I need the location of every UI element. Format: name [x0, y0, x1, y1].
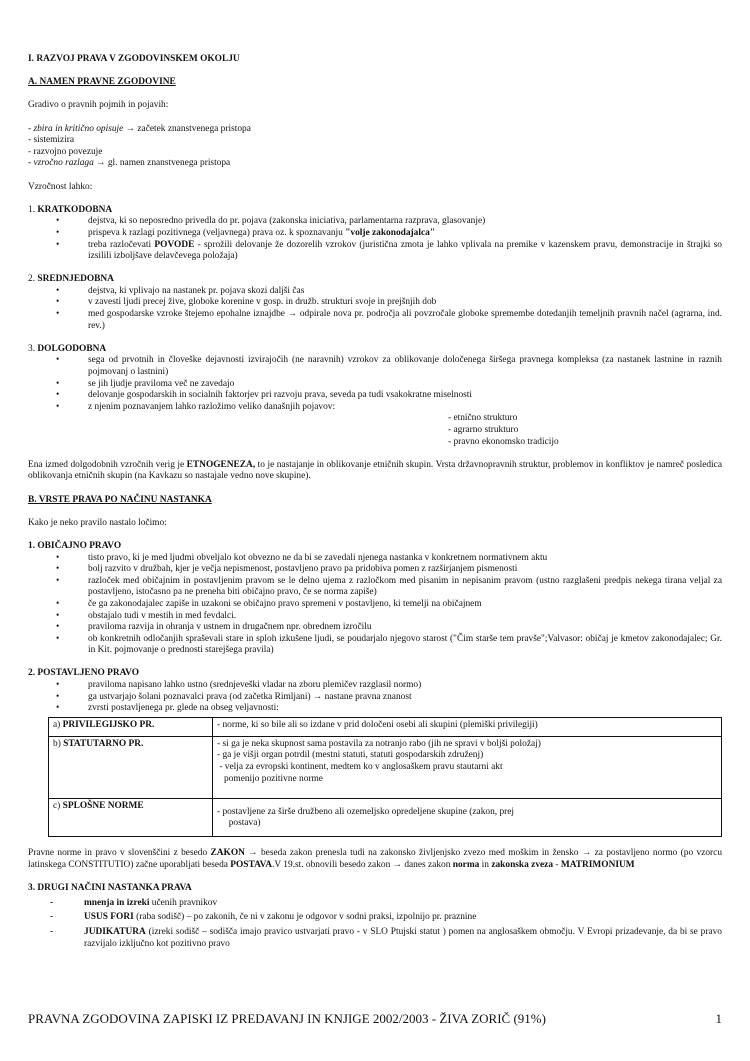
list-item: - zbira in kritično opisuje → začetek znanstvenega pristopa	[28, 123, 251, 134]
list-item: - vzročno razlaga → gl. namen znanstvenega pristopa	[28, 158, 231, 169]
list-item: • se jih ljudje praviloma več ne zavedajo	[28, 379, 722, 391]
list-item: • tisto pravo, ki je med ljudmi obveljalo kot obvezno ne da bi se zavedali njenega nastanka v konkretnem normativnem aktu	[28, 553, 722, 565]
zakon-paragraph: Pravne norme in pravo v slovenščini z besedo ZAKON → beseda zakon prenesla tudi na zakonsko življenjsko zvezo med moškim in žensko → za postavljeno normo (po vzorcu latinskega CONSTITUTIO) začne uporabljati beseda POSTAVA.V 19.st. obnovili besedo zakon → danes zakon norma in zakonska zveza - MATRIMONIUM	[28, 848, 723, 871]
list-drugi	[28, 898, 722, 950]
list-item: • praviloma napisano lahko ustno (srednjeveški vladar na zboru plemičev razglasil normo)	[28, 680, 722, 692]
heading-postavljeno: 2. POSTAVLJENO PRAVO	[28, 668, 140, 679]
list-item: • ga ustvarjajo šolani poznavalci prava (od začetka Rimljani) → nastane pravna znanost	[28, 692, 722, 704]
footer-text: PRAVNA ZGODOVINA ZAPISKI IZ PREDAVANJ IN KNJIGE 2002/2003 - ŽIVA ZORIČ (91%)	[28, 1011, 546, 1026]
table-row: a) PRIVILEGIJSKO PR. - norme, ki so bile ali so izdane v prid določeni osebi ali skupini (plemiški privilegiji)	[49, 717, 722, 736]
list-item: • praviloma razvija in ohranja v ustnem in drugačnem npr. obrednem izročilu	[28, 622, 722, 634]
heading-kratkodobna: 1. KRATKODOBNA	[28, 204, 113, 215]
section-b-heading: B. VRSTE PRAVA PO NAČINU NASTANKA	[28, 494, 212, 505]
list-obicajno	[28, 553, 722, 657]
purpose-list	[28, 124, 722, 170]
section-a-heading: A. NAMEN PRAVNE ZGODOVINE	[28, 77, 176, 88]
etnogeneza-paragraph: Ena izmed dolgodobnih vzročnih verig je ETNOGENEZA, to je nastajanje in oblikovanje etničnih skupin. Vrsta državnopravnih struktur, problemov in konfliktov je namreč posledica oblikovanja etničnih skupin (na Kavkazu so nastajale vedno nove skupine).	[28, 459, 722, 482]
list-item: • bolj razvito v družbah, kjer je večja nepismenost, postavljeno pravo pa pridobiva pomen z razširjanjem pismenosti	[28, 564, 722, 576]
list-item: - JUDIKATURA (izreki sodišč – sodišča imajo pravico ustvarjati pravo - v SLO Ptujski statut ) pomen na anglosaškem območju. V Evropi prizadevanje, da bi se pravo razvijalo izključno kot pozitivno pravo	[28, 927, 722, 950]
list-item: - sistemizira	[28, 135, 75, 146]
law-types-table	[48, 717, 722, 837]
list-kratkodobna	[28, 216, 722, 262]
sublist	[28, 413, 722, 448]
list-item: - mnenja in izreki učenih pravnikov	[28, 898, 722, 910]
heading-dolgodobna: 3. DOLGODOBNA	[28, 343, 107, 354]
intro: Gradivo o pravnih pojmih in pojavih:	[28, 100, 169, 111]
list-item: • sega od prvotnih in človeške dejavnosti izvirajočih (ne naravnih) vzrokov za oblikovanje določenega širšega pravnega kompleksa (za nastanek lastnine in raznih pojmovanj o lastnini)	[28, 355, 722, 378]
list-item: - razvojno povezuje	[28, 146, 103, 157]
sublist-item: - etnično strukturo	[448, 413, 518, 424]
list-item: • delovanje gospodarskih in socialnih faktorjev pri razvoju prava, seveda pa tudi vsakokratne miselnosti	[28, 390, 722, 402]
heading-drugi: 3. DRUGI NAČINI NASTANKA PRAVA	[28, 883, 192, 894]
table-row: c) SPLOŠNE NORME - postavljene za širše družbeno ali ozemeljsko opredeljene skupine (zakon, prej postava)	[49, 798, 722, 836]
list-item: • prispeva k razlagi pozitivnega (veljavnega) prava oz. k spoznavanju "volje zakonodajalca"	[28, 228, 722, 240]
list-item: • zvrsti postavljenega pr. glede na obseg veljavnosti:	[28, 703, 722, 715]
document-page	[28, 54, 722, 962]
list-item: • razloček med običajnim in postavljenim pravom se le delno ujema z razločkom med pisanim in nepisanim pravom (ustno razglašeni predpis nekega tirana veljal za postavljeno, istočasno pa ne preneha biti običajno pravo, če se norma zapiše)	[28, 576, 722, 599]
sublist-item: - agrarno strukturo	[448, 425, 519, 435]
list-item: • med gospodarske vzroke štejemo epohalne iznajdbe → odpirale nova pr. področja ali povzročale globoke spremembe dotedanjih temeljnih pravnih načel (agrarna, ind. rev.)	[28, 309, 722, 332]
list-item: • ob konkretnih odločanjih spraševali stare in sploh izkušene ljudi, se poudarjalo njegovo starost ("Čim starše tem pravše";Valvasor: običaj je kmetov zakonodajalec; Gr. in Kit. pojmovanje o prednosti starejšega pravila)	[28, 634, 722, 657]
sublist-item: - pravno ekonomsko tradicijo	[448, 436, 559, 447]
list-dolgodobna	[28, 355, 722, 413]
heading-obicajno: 1. OBIČAJNO PRAVO	[28, 540, 122, 551]
table-row: b) STATUTARNO PR. - si ga je neka skupnost sama postavila za notranjo rabo (jih ne spravi v boljši položaj) - ga je višji organ potrdil (mestni statuti, statuti gospodarskih združenj) - velja za evropski kontinent, medtem ko v anglosaškem pravu stautarni akt pomenijo pozitivne norme	[49, 736, 722, 798]
list-item: • obstajalo tudi v mestih in med fevdalci.	[28, 611, 722, 623]
list-item: • dejstva, ki so neposredno privedla do pr. pojava (zakonska iniciativa, parlamentarna razprava, glasovanje)	[28, 216, 722, 228]
list-item: • z njenim poznavanjem lahko razložimo veliko današnjih pojavov:	[28, 402, 722, 414]
list-item: • treba razločevati POVODE - sprožili delovanje že dozorelih vzrokov (juristična zmota je lahko vplivala na premike v kazenskem pravu, demonstracije in štrajki so izsilili izboljšave delavčevega položaja)	[28, 240, 722, 263]
chapter-title: I. RAZVOJ PRAVA V ZGODOVINSKEM OKOLJU	[28, 54, 240, 64]
list-srednjedobna	[28, 286, 722, 332]
list-item: • dejstva, ki vplivajo na nastanek pr. pojava skozi daljši čas	[28, 286, 722, 298]
list-postavljeno	[28, 680, 722, 715]
list-item: • če ga zakonodajalec zapiše in uzakoni se običajno pravo spremeni v postavljeno, ki temelji na običajnem	[28, 599, 722, 611]
page-footer	[28, 1011, 722, 1027]
list-item: - USUS FORI (raba sodišč) – po zakonih, če ni v zakonu je odgovor v sodni praksi, izpolnijo pr. praznine	[28, 912, 722, 924]
causality-intro: Vzročnost lahko:	[28, 181, 93, 192]
heading-srednjedobna: 2. SREDNJEDOBNA	[28, 274, 114, 285]
list-item: • v zavesti ljudi precej žive, globoke korenine v gosp. in družb. strukturi svoje in prejšnjih dob	[28, 297, 722, 309]
intro-b: Kako je neko pravilo nastalo ločimo:	[28, 517, 167, 528]
page-number: 1	[715, 1011, 722, 1026]
